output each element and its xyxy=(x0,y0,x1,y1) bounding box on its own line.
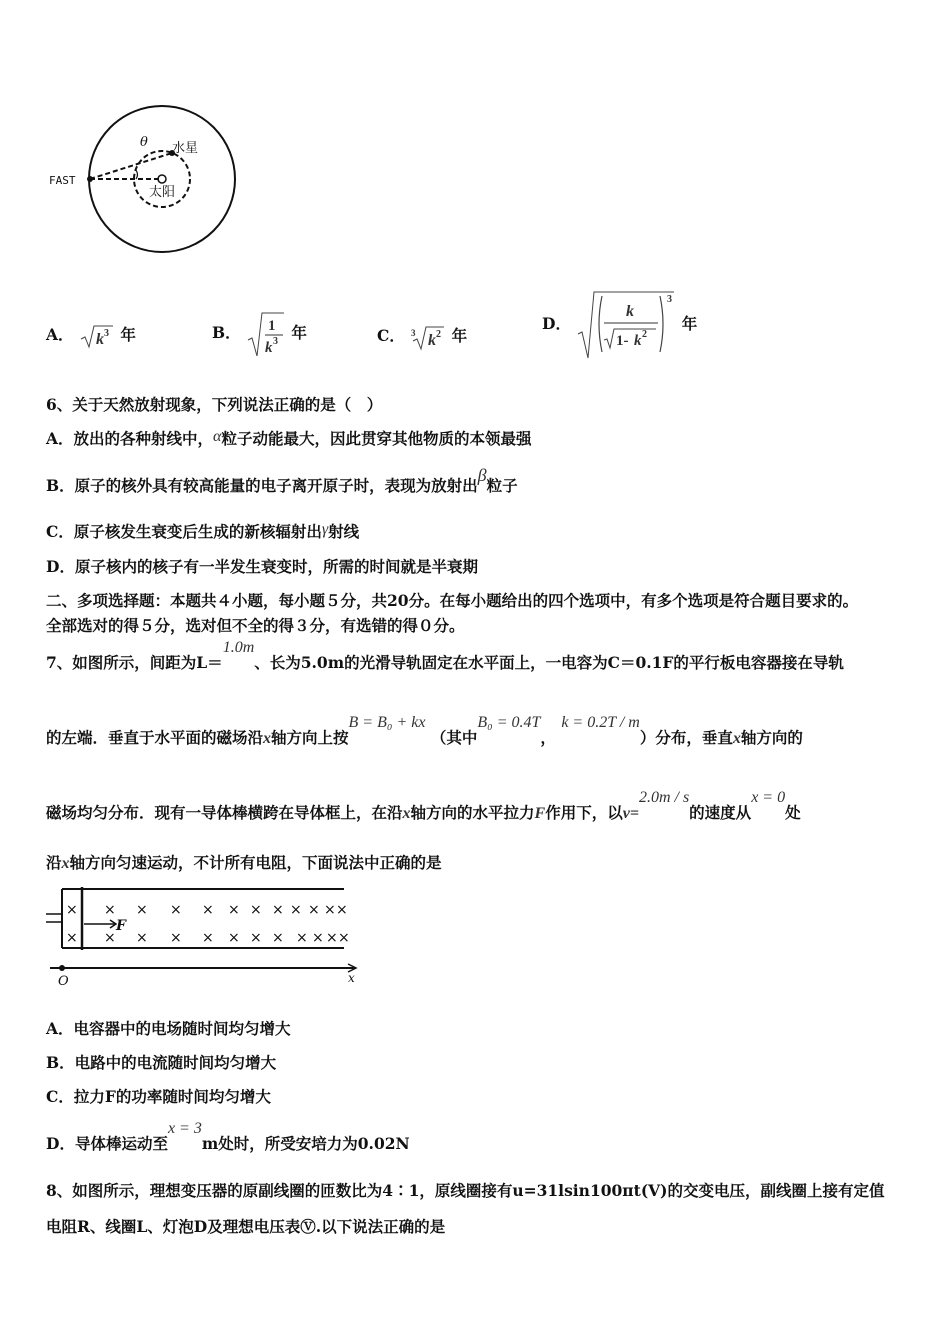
b0-value: B₀ = 0.4T xyxy=(477,714,541,731)
q5-option-b[interactable] xyxy=(212,310,307,358)
section2-line2: 全部选对的得５分，选对但不全的得３分，有选错的得０分。 xyxy=(46,616,465,635)
q7-option-b[interactable]: B．电路中的电流随时间均匀增大 xyxy=(46,1053,277,1072)
q5-option-a[interactable] xyxy=(46,322,136,350)
section2-line1: 二、多项选择题：本题共４小题，每小题５分，共20分。在每小题给出的四个选项中，有多个选项是符合题目要求的。 xyxy=(46,591,859,610)
q5-option-d[interactable] xyxy=(542,290,697,360)
field-formula: B = B₀ + kx xyxy=(348,714,426,731)
svg-text:1: 1 xyxy=(268,318,276,334)
svg-text:×: × xyxy=(136,902,148,918)
q8-line2: 电阻R、线圈L、灯泡D及理想电压表Ⓥ.以下说法正确的是 xyxy=(46,1217,446,1236)
svg-text:×: × xyxy=(312,930,324,946)
svg-text:k: k xyxy=(634,333,642,349)
q7-option-a[interactable]: A．电容器中的电场随时间均匀增大 xyxy=(46,1019,291,1038)
svg-text:k: k xyxy=(265,340,273,356)
option-letter: D． xyxy=(542,314,571,333)
sqrt-k-over-sqrt-formula xyxy=(576,290,676,360)
q6-option-c[interactable]: C．原子核发生衰变后生成的新核辐射出γ射线 xyxy=(46,521,360,541)
alpha-symbol: α xyxy=(213,428,222,445)
svg-text:×: × xyxy=(228,930,240,946)
svg-text:×: × xyxy=(66,930,78,946)
rail-diagram xyxy=(44,884,374,988)
svg-text:3: 3 xyxy=(667,294,673,305)
sqrt-k3-formula xyxy=(79,322,115,350)
svg-text:×: × xyxy=(308,902,320,918)
svg-text:3: 3 xyxy=(411,328,416,338)
svg-text:×: × xyxy=(272,902,284,918)
option-unit: 年 xyxy=(681,314,698,333)
gamma-symbol: γ xyxy=(321,521,329,538)
option-letter: C． xyxy=(377,326,405,345)
orbit-diagram xyxy=(40,100,260,260)
svg-text:×: × xyxy=(296,930,308,946)
svg-text:×: × xyxy=(66,902,78,918)
svg-text:2: 2 xyxy=(436,329,442,340)
angle-arc xyxy=(136,170,138,179)
svg-text:×: × xyxy=(170,902,182,918)
axis-label: x xyxy=(348,971,355,985)
theta-label: θ xyxy=(140,135,148,150)
q7-line2: 的左端．垂直于水平面的磁场沿x轴方向上按B = B₀ + kx （其中B₀ = 0.4T， k = 0.2T / m）分布，垂直x轴方向的 xyxy=(46,714,803,747)
position-value: x = 3 xyxy=(167,1120,202,1137)
q6-option-b[interactable]: B．原子的核外具有较高能量的电子离开原子时，表现为放射出β粒子 xyxy=(46,465,518,495)
q6-option-a[interactable]: A．放出的各种射线中，α粒子动能最大，因此贯穿其他物质的本领最强 xyxy=(46,428,532,448)
option-letter: B． xyxy=(212,323,241,342)
option-letter: A． xyxy=(46,325,74,344)
svg-text:×: × xyxy=(202,930,214,946)
svg-text:×: × xyxy=(336,902,348,918)
q6-option-d[interactable]: D．原子核内的核子有一半发生衰变时，所需的时间就是半衰期 xyxy=(46,557,478,576)
svg-text:×: × xyxy=(326,930,338,946)
speed-value: 2.0m / s xyxy=(638,789,690,806)
option-unit: 年 xyxy=(120,325,136,344)
svg-text:k: k xyxy=(428,332,437,349)
svg-text:×: × xyxy=(272,930,284,946)
svg-text:×: × xyxy=(136,930,148,946)
k-value: k = 0.2T / m xyxy=(561,714,640,731)
svg-text:×: × xyxy=(104,902,116,918)
q7-line1: 7、如图所示，间距为L＝1.0m、长为5.0m的光滑导轨固定在水平面上，一电容为C＝0.1F的平行板电容器接在导轨 xyxy=(46,639,844,672)
svg-text:×: × xyxy=(228,902,240,918)
svg-text:1-: 1- xyxy=(616,333,629,349)
svg-text:×: × xyxy=(104,930,116,946)
option-unit: 年 xyxy=(451,326,468,345)
svg-text:3: 3 xyxy=(103,328,109,339)
svg-text:3: 3 xyxy=(273,336,279,347)
svg-text:×: × xyxy=(290,902,302,918)
svg-text:×: × xyxy=(338,930,350,946)
beta-symbol: β xyxy=(477,465,487,485)
q7-line4: 沿x轴方向匀速运动，不计所有电阻，下面说法中正确的是 xyxy=(46,853,442,872)
sun-label: 太阳 xyxy=(149,185,176,200)
mercury-label: 水星 xyxy=(172,141,199,156)
q5-option-c[interactable] xyxy=(377,322,467,352)
svg-text:×: × xyxy=(202,902,214,918)
q7-line3: 磁场均匀分布．现有一导体棒横跨在导体框上，在沿x轴方向的水平拉力F作用下，以v=2.0m / s的速度从x = 0处 xyxy=(46,789,801,822)
origin-label: O xyxy=(58,974,69,988)
cbrt-k2-formula xyxy=(410,322,446,352)
force-label: F xyxy=(116,918,126,934)
start-position: x = 0 xyxy=(751,789,786,806)
svg-text:×: × xyxy=(324,902,336,918)
svg-text:k: k xyxy=(95,331,104,348)
fast-label: FAST xyxy=(49,174,76,187)
svg-text:×: × xyxy=(250,902,262,918)
sqrt-inv-k3-formula xyxy=(246,310,286,358)
svg-text:2: 2 xyxy=(642,329,648,340)
q7-option-c[interactable]: C．拉力F的功率随时间均匀增大 xyxy=(46,1087,271,1106)
svg-text:k: k xyxy=(626,303,635,320)
spacing-value: 1.0m xyxy=(222,639,255,656)
svg-text:×: × xyxy=(250,930,262,946)
q6-stem: 6、关于天然放射现象，下列说法正确的是（ ） xyxy=(46,395,383,414)
q7-option-d[interactable]: D．导体棒运动至x = 3m处时，所受安培力为0.02N xyxy=(46,1120,410,1153)
q8-line1: 8、如图所示，理想变压器的原副线圈的匝数比为4∶1，原线圈接有u=31lsin100πt(V)的交变电压，副线圈上接有定值 xyxy=(46,1181,885,1200)
svg-text:×: × xyxy=(170,930,182,946)
option-unit: 年 xyxy=(291,323,307,342)
